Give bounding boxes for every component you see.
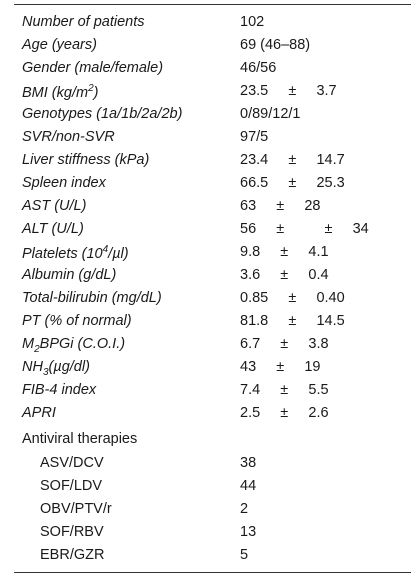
row-label-post: (µg/dl) [48, 359, 90, 375]
row-value: 66.5 ± 25.3 [240, 175, 345, 191]
row-value: 0/89/12/1 [240, 106, 301, 122]
table-row [0, 501, 419, 524]
table-row [0, 455, 419, 478]
row-value: 3.6 ± 0.4 [240, 267, 329, 283]
row-value: 23.4 ± 14.7 [240, 152, 345, 168]
row-value: 102 [240, 14, 265, 30]
row-value: 2.5 ± 2.6 [240, 405, 329, 421]
row-label: EBR/GZR [40, 547, 105, 563]
row-label: AST (U/L) [22, 198, 87, 214]
table-row [0, 244, 419, 267]
row-label [22, 83, 98, 101]
table-bottom-rule [14, 572, 411, 573]
row-value: 44 [240, 478, 257, 494]
table-row [0, 83, 419, 106]
table-row [0, 37, 419, 60]
table-row [0, 106, 419, 129]
row-value: 69 (46–88) [240, 37, 311, 53]
row-label-pre: BMI (kg/m [22, 84, 89, 101]
row-label-post: ) [93, 84, 99, 101]
row-value: 13 [240, 524, 257, 540]
row-label: ASV/DCV [40, 455, 104, 471]
row-label [22, 336, 125, 355]
row-label-post: BPGi (C.O.I.) [39, 336, 126, 352]
row-label: OBV/PTV/r [40, 501, 112, 517]
row-label [22, 244, 129, 262]
table-row [0, 129, 419, 152]
row-label: SOF/LDV [40, 478, 103, 494]
row-label: Number of patients [22, 14, 145, 30]
row-label-pre: NH [22, 359, 43, 375]
row-label-sub: 3 [42, 366, 49, 378]
row-value: 43 ± 19 [240, 359, 321, 375]
row-label: Genotypes (1a/1b/2a/2b) [22, 106, 183, 122]
row-label-sub: 2 [34, 343, 40, 355]
row-label: SOF/RBV [40, 524, 104, 540]
table-row [0, 152, 419, 175]
table-row [0, 336, 419, 359]
table-row [0, 14, 419, 37]
row-value: 97/5 [240, 129, 269, 145]
row-label: Gender (male/female) [22, 60, 164, 76]
row-label: APRI [22, 405, 56, 421]
row-label: Albumin (g/dL) [22, 267, 117, 283]
row-value: 38 [240, 455, 257, 471]
row-label-pre: M [22, 336, 35, 352]
row-label-pre: Platelets (10 [22, 245, 103, 262]
row-label: SVR/non-SVR [22, 129, 115, 145]
table-row [0, 547, 419, 570]
row-label: Total-bilirubin (mg/dL) [22, 290, 162, 306]
row-label: FIB-4 index [22, 382, 97, 398]
antiviral-heading: Antiviral therapies [22, 431, 138, 447]
table-top-rule [14, 4, 411, 5]
table-row [0, 405, 419, 428]
table-row [0, 198, 419, 221]
row-value: 56 ± ± 34 [240, 221, 369, 237]
row-label [22, 359, 90, 378]
table-row [0, 382, 419, 405]
row-value: 0.85 ± 0.40 [240, 290, 345, 306]
row-value: 5 [240, 547, 249, 563]
table-row [0, 524, 419, 547]
row-value: 7.4 ± 5.5 [240, 382, 329, 398]
table-row [0, 221, 419, 244]
row-label: Age (years) [22, 37, 97, 53]
table-row [0, 267, 419, 290]
row-value: 9.8 ± 4.1 [240, 244, 329, 260]
row-label: Spleen index [22, 175, 106, 191]
row-value: 46/56 [240, 60, 277, 76]
row-label-sup: 2 [88, 83, 94, 94]
table-row [0, 290, 419, 313]
row-value: 81.8 ± 14.5 [240, 313, 345, 329]
row-label-sup: 4 [102, 244, 109, 255]
row-label: Liver stiffness (kPa) [22, 152, 150, 168]
row-value: 2 [240, 501, 249, 517]
table-row [0, 60, 419, 83]
row-value: 6.7 ± 3.8 [240, 336, 329, 352]
table-row [0, 313, 419, 336]
antiviral-heading-row [0, 431, 419, 454]
row-value: 23.5 ± 3.7 [240, 83, 337, 99]
table-row [0, 175, 419, 198]
row-label: PT (% of normal) [22, 313, 132, 329]
row-label-post: /µl) [108, 245, 129, 262]
row-value: 63 ± 28 [240, 198, 321, 214]
row-label: ALT (U/L) [22, 221, 84, 237]
table-row [0, 359, 419, 382]
table-row [0, 478, 419, 501]
